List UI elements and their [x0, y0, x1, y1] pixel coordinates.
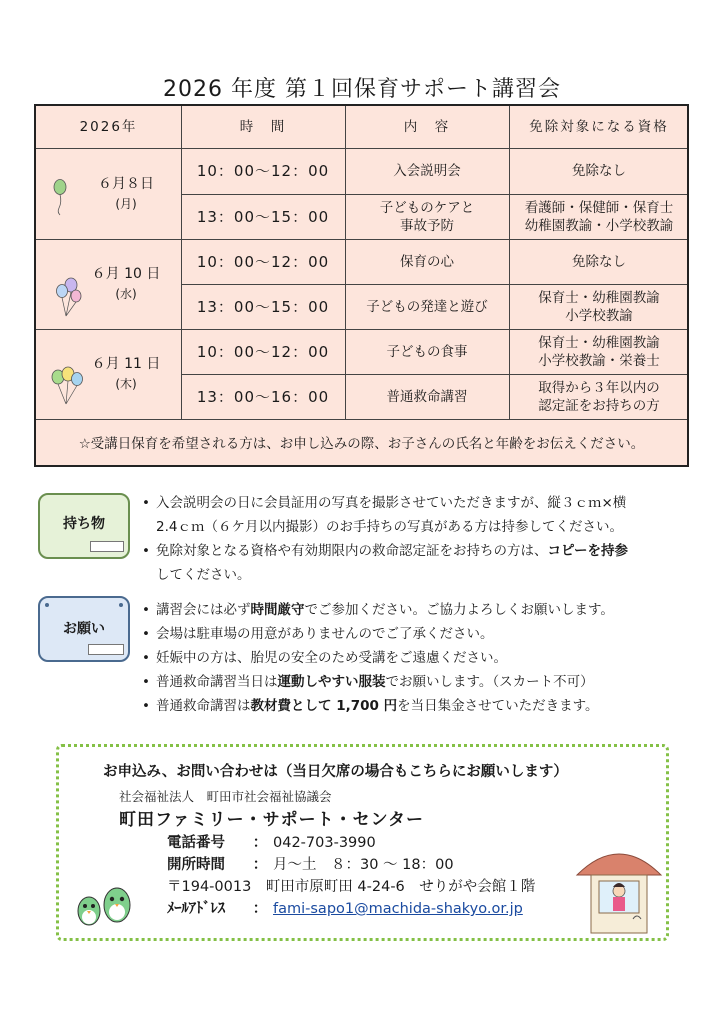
session-time: 13：00〜15：00	[196, 207, 330, 226]
item-text: 免除対象となる資格や有効期限内の救命認定証をお持ちの方は、	[156, 543, 548, 559]
weekday-label: (月)	[115, 196, 137, 211]
date-label: ６月８日	[98, 175, 154, 192]
colon: ：	[252, 835, 268, 851]
mochimono-label: 持ち物	[63, 516, 105, 532]
date-cell	[76, 166, 176, 221]
session-exempt: 免除なし	[572, 163, 626, 179]
balloons-icon	[50, 276, 82, 320]
colon: ：	[252, 857, 268, 873]
contact-box	[56, 744, 669, 941]
hours-value: 月〜土 ８：30 〜 18：00	[273, 857, 454, 873]
org-name: 社会福祉法人 町田市社会福祉協議会	[119, 789, 332, 804]
bird-mascots-icon	[73, 877, 135, 933]
session-time: 10：00〜12：00	[196, 162, 330, 180]
center-name: 町田ファミリー・サポート・センター	[119, 810, 424, 830]
item-emphasis: 時間厳守	[250, 602, 305, 618]
mochimono-list	[140, 491, 700, 587]
item-text: を当日集金させていただきます。	[397, 698, 599, 714]
session-time: 10：00〜12：00	[196, 342, 330, 361]
hours-row	[167, 853, 454, 874]
header-time: 時 間	[239, 119, 287, 135]
header-exempt: 免除対象になる資格	[529, 119, 669, 135]
item-text: 2.4ｃｍ（６ケ月以内撮影）のお手持ちの写真がある方は持参してください。	[156, 519, 623, 535]
session-content: 普通救命講習	[386, 388, 468, 405]
mochimono-tag	[38, 493, 130, 559]
list-item	[140, 598, 700, 622]
mail-row	[167, 897, 523, 918]
balloon-icon	[50, 178, 70, 216]
item-text: 講習会には必ず	[156, 602, 251, 618]
session-exempt: 取得から３年以内の 認定証をお持ちの方	[538, 379, 660, 414]
list-item	[140, 491, 700, 539]
schedule-table	[34, 104, 689, 467]
date-cell	[76, 346, 176, 401]
header-content: 内 容	[403, 119, 451, 135]
mushroom-house-icon	[573, 841, 665, 937]
balloons-icon	[48, 364, 84, 408]
item-text: 普通救命講習は	[156, 698, 251, 714]
session-content: 子どものケアと 事故予防	[379, 199, 475, 234]
session-time: 13：00〜16：00	[196, 387, 330, 406]
list-item	[140, 694, 700, 718]
phone-label: 電話番号	[167, 835, 225, 851]
tag-decoration	[88, 644, 124, 655]
session-content: 子どもの食事	[386, 343, 468, 360]
item-emphasis: 運動しやすい服装	[277, 674, 386, 690]
session-exempt: 免除なし	[572, 253, 626, 270]
page-title: 2026 年度 第１回保育サポート講習会	[163, 77, 561, 102]
item-text: 会場は駐車場の用意がありませんのでご了承ください。	[156, 626, 494, 642]
session-exempt: 看護師・保健師・保育士 幼稚園教諭・小学校教諭	[524, 199, 674, 234]
phone-row	[167, 831, 376, 852]
item-emphasis: 教材費として 1,700 円	[250, 698, 398, 714]
session-exempt: 保育士・幼稚園教諭 小学校教諭	[538, 289, 660, 324]
phone-number: 042-703-3990	[273, 835, 376, 851]
onegai-label: お願い	[63, 621, 105, 637]
header-year: 2026年	[79, 119, 138, 135]
item-text: 妊娠中の方は、胎児の安全のため受講をご遠慮ください。	[156, 650, 507, 666]
tag-decoration	[90, 541, 124, 552]
list-item	[140, 646, 700, 670]
tag-dot	[119, 603, 123, 607]
contact-heading: お申込み、お問い合わせは（当日欠席の場合もこちらにお願いします）	[103, 764, 568, 780]
mail-link[interactable]: fami-sapo1@machida-shakyo.or.jp	[273, 901, 523, 917]
date-label: ６月 11 日	[91, 355, 161, 372]
session-exempt: 保育士・幼稚園教諭 小学校教諭・栄養士	[538, 334, 660, 369]
item-text: してください。	[156, 567, 251, 583]
tag-dot	[45, 603, 49, 607]
table-note: ☆受講日保育を希望される方は、お申し込みの際、お子さんの氏名と年齢をお伝えください。	[78, 435, 645, 452]
address: 〒194-0013 町田市原町田 4-24-6 せりがや会館１階	[167, 879, 536, 895]
item-emphasis: コピーを持参	[547, 543, 628, 559]
hours-label: 開所時間	[167, 857, 225, 873]
list-item	[140, 670, 700, 694]
weekday-label: (木)	[115, 376, 137, 391]
session-content: 入会説明会	[393, 163, 461, 179]
onegai-list	[140, 598, 700, 718]
date-label: ６月 10 日	[91, 265, 161, 282]
item-text: でお願いします。（スカート不可）	[385, 674, 594, 690]
colon: ：	[252, 901, 268, 917]
mail-label: ﾒｰﾙｱﾄﾞﾚｽ	[167, 901, 225, 917]
session-time: 10：00〜12：00	[196, 252, 330, 271]
onegai-tag	[38, 596, 130, 662]
list-item	[140, 539, 700, 587]
item-text: 入会説明会の日に会員証用の写真を撮影させていただきますが、縦３ｃｍ×横	[156, 495, 627, 511]
session-time: 13：00〜15：00	[196, 297, 330, 316]
weekday-label: (水)	[115, 286, 137, 301]
list-item	[140, 622, 700, 646]
session-content: 子どもの発達と遊び	[366, 298, 488, 315]
session-content: 保育の心	[400, 253, 454, 270]
item-text: でご参加ください。ご協力よろしくお願いします。	[304, 602, 614, 618]
date-cell	[76, 256, 176, 311]
item-text: 普通救命講習当日は	[156, 674, 278, 690]
